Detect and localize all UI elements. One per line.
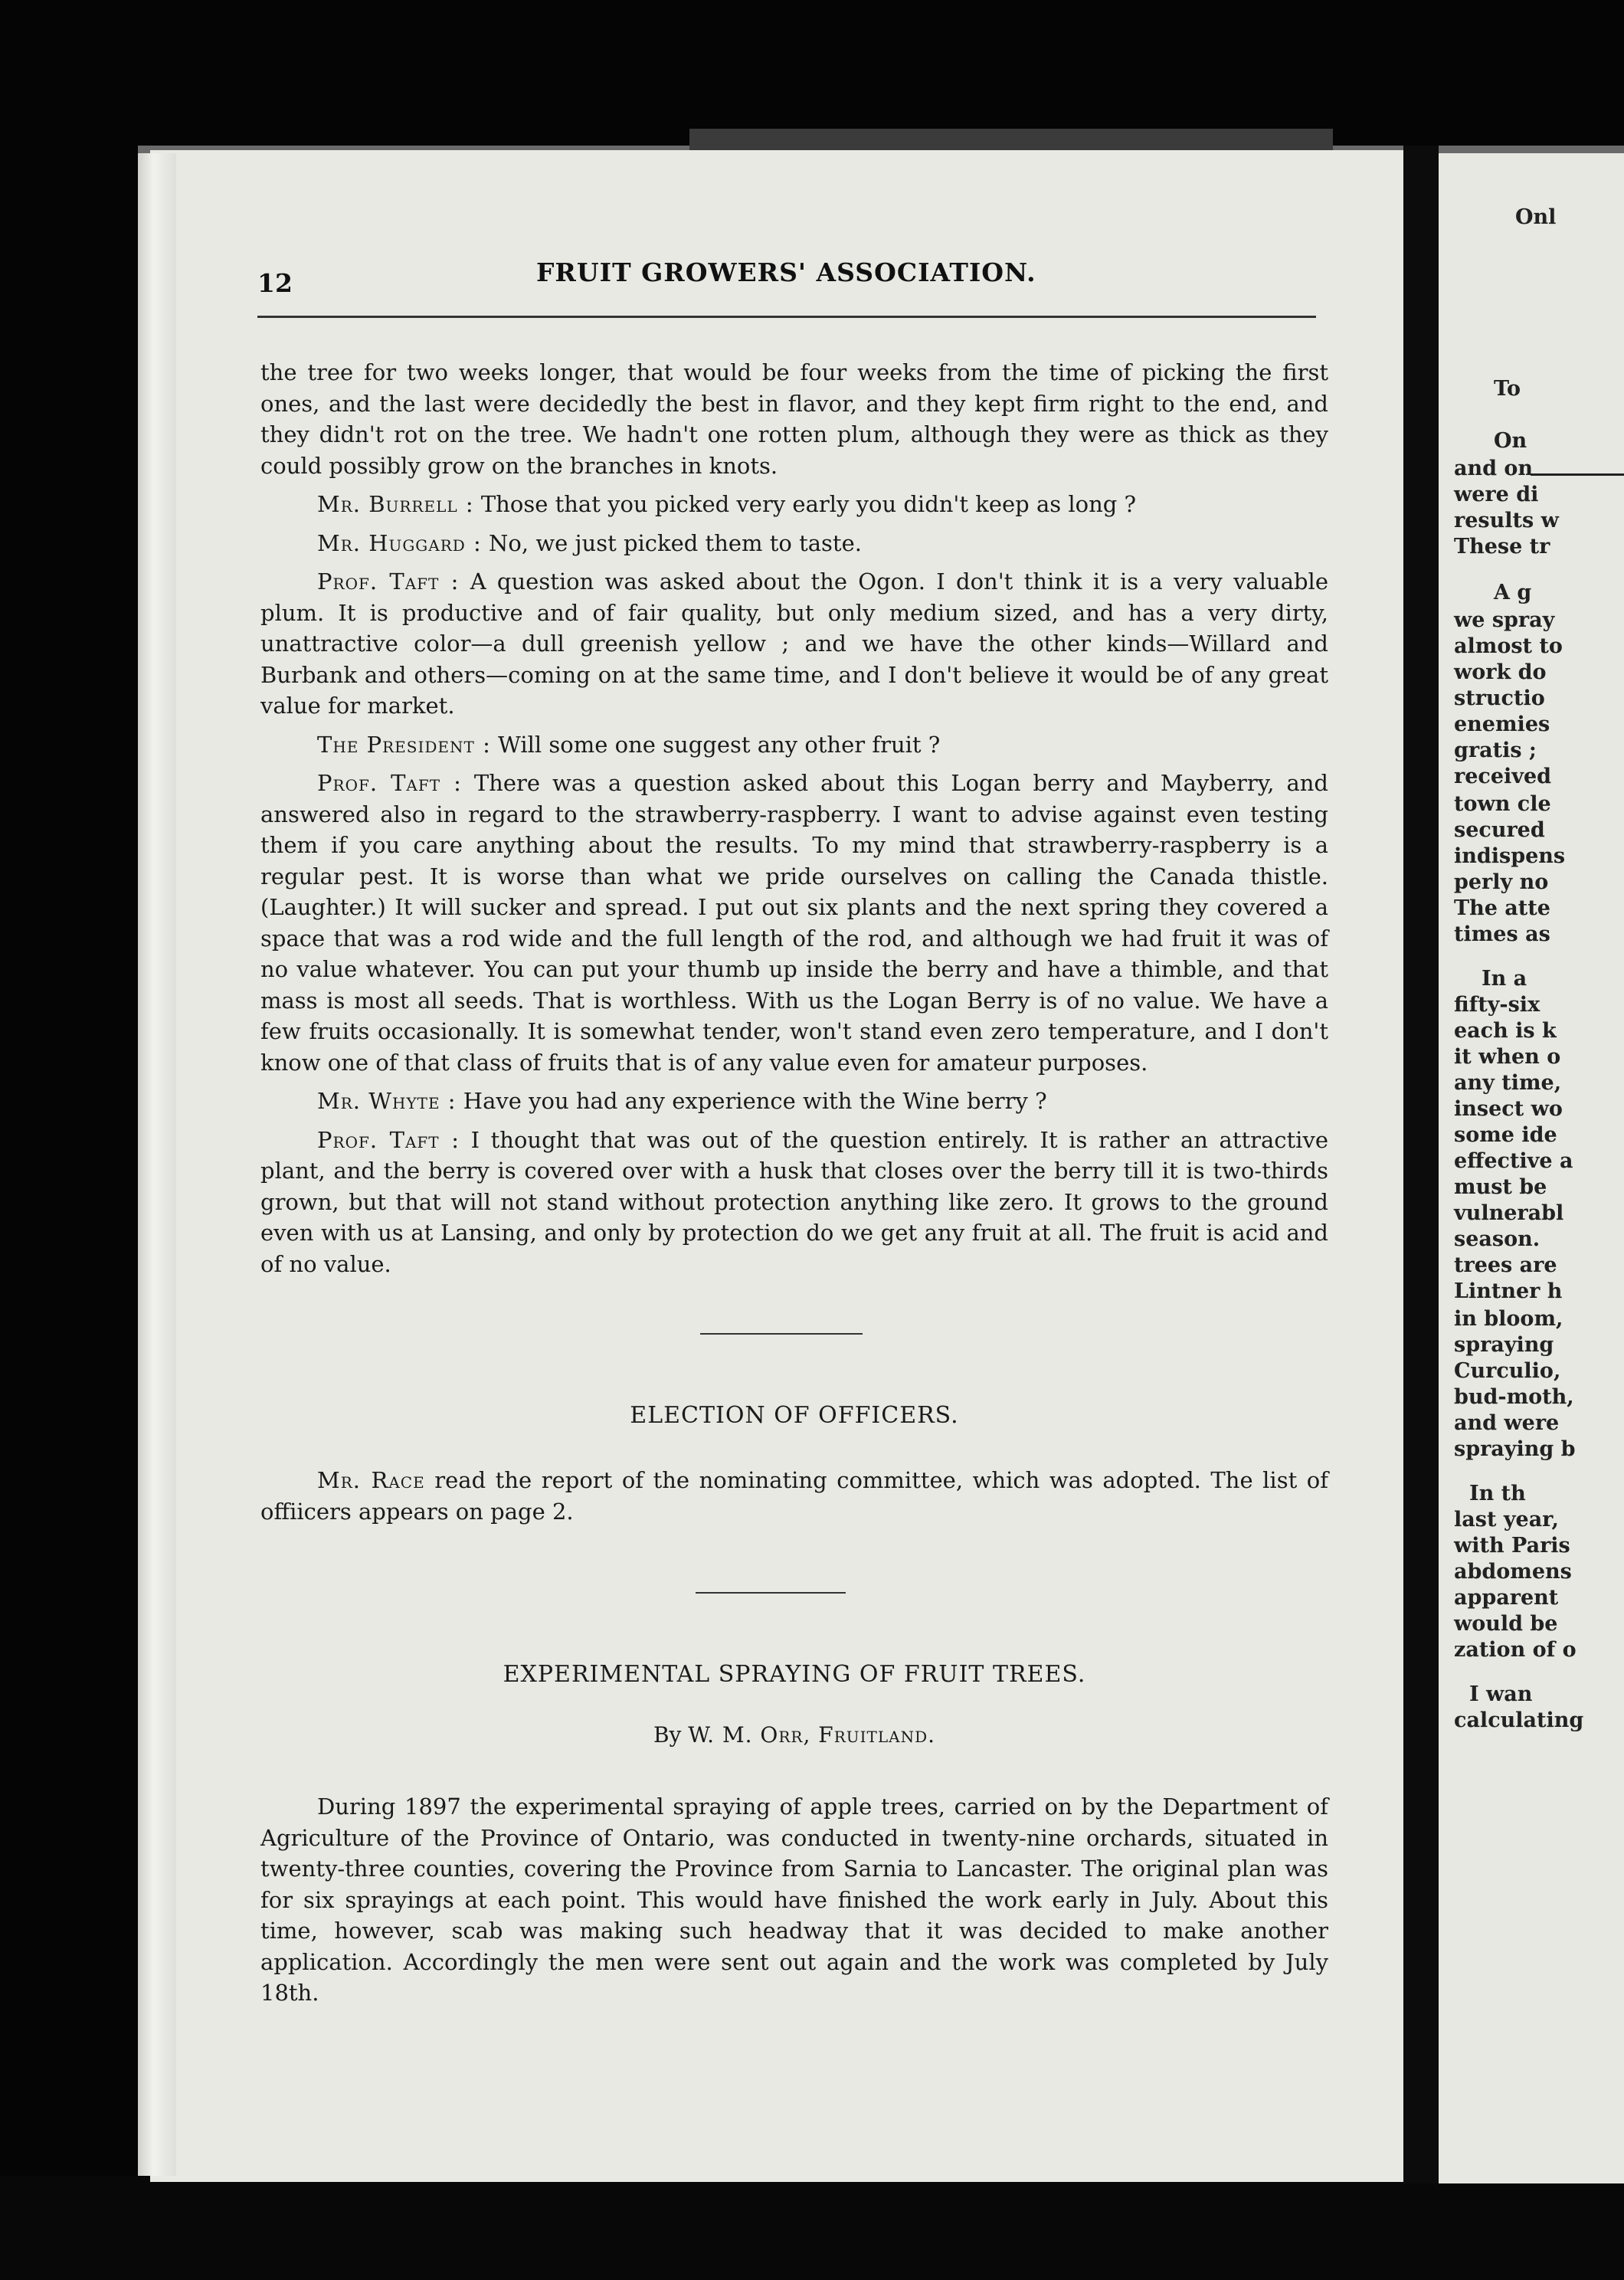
byline: By W. M. Orr, Fruitland. (653, 1722, 936, 1748)
right-page-line: Lintner h (1454, 1279, 1563, 1303)
scan-border-top (0, 0, 1624, 146)
paragraph: Prof. Taft : I thought that was out of the question entirely. It is rather an attractive plant, and the berry is covered over with a husk that closes over the berry till it is two-thirds grown, but that will not stand without protection anything like zero. It grows to the ground even with us at Lansing, and only by protection do we get any fruit at all. The fruit is acid and of no value. (260, 1126, 1328, 1277)
paragraph: Mr. Whyte : Have you had any experience with the Wine berry ? (317, 1088, 1047, 1114)
right-page-line: In th (1469, 1482, 1526, 1505)
right-page-line: would be (1454, 1612, 1558, 1636)
page-edge (138, 153, 176, 2176)
election-heading: ELECTION OF OFFICERS. (630, 1402, 959, 1429)
right-page-line: effective a (1454, 1149, 1573, 1173)
right-page-line: perly no (1454, 870, 1549, 894)
scan-border-left (0, 0, 138, 2280)
right-page-line: we spray (1454, 608, 1555, 632)
right-page-line: any time, (1454, 1071, 1562, 1095)
right-page-line: last year, (1454, 1508, 1559, 1531)
speaker: Mr. Race (317, 1467, 425, 1493)
book-gutter (1403, 146, 1439, 2183)
paragraph: Mr. Race read the report of the nominating committee, which was adopted. The list of offiicers appears on page 2. (260, 1467, 1328, 1525)
right-page-line: must be (1454, 1175, 1547, 1199)
speaker: Prof. Taft : (317, 568, 460, 595)
right-page-line: insect wo (1454, 1097, 1563, 1121)
right-page-line: A g (1494, 581, 1532, 604)
right-page-line: Onl (1515, 205, 1557, 229)
spraying-text (260, 1791, 1328, 2016)
right-page-line: In a (1482, 967, 1527, 991)
right-page-line: and on (1454, 457, 1534, 480)
right-page-line: with Paris (1454, 1534, 1570, 1558)
right-page-line: Curculio, (1454, 1359, 1561, 1383)
right-page-line: in bloom, (1454, 1307, 1563, 1331)
right-page-line: On (1494, 429, 1527, 453)
right-page-line: fifty-six (1454, 993, 1541, 1017)
discussion-text (260, 357, 1328, 1287)
paragraph: The President : Will some one suggest any other fruit ? (317, 731, 941, 758)
right-page-line: town cle (1454, 792, 1551, 816)
paragraph: Prof. Taft : A question was asked about the Ogon. I don't think it is a very valuable plum. It is productive and of fair quality, but only medium sized, and has a very dirty, unattractive color—a dull greenish yellow ; and we have the other kinds—Willard and Burbank and others—coming on at the same time, and I don't believe it would be of any great value for market. (260, 568, 1328, 719)
running-title: FRUIT GROWERS' ASSOCIATION. (536, 257, 1036, 287)
page-shadow (689, 129, 1333, 152)
author: W. M. Orr, Fruitland. (688, 1722, 936, 1748)
right-page-line: vulnerabl (1454, 1201, 1564, 1225)
right-page-line: gratis ; (1454, 739, 1537, 762)
right-page-line: The atte (1454, 896, 1550, 920)
right-page-line: trees are (1454, 1253, 1557, 1277)
right-page-line: almost to (1454, 634, 1563, 658)
right-page-line: apparent (1454, 1586, 1559, 1610)
page-number: 12 (257, 268, 293, 298)
speaker: The President : (317, 731, 491, 758)
right-page-line: structio (1454, 686, 1545, 710)
header-rule (257, 316, 1316, 318)
right-page-line: some ide (1454, 1123, 1557, 1147)
right-page-line: bud-moth, (1454, 1385, 1574, 1409)
section-rule (696, 1592, 846, 1594)
right-page-line: results w (1454, 509, 1559, 532)
right-page-header-rule (1531, 473, 1624, 476)
right-page-line: and were (1454, 1411, 1560, 1435)
right-page-line: These tr (1454, 535, 1550, 559)
right-page-line: To (1494, 377, 1521, 401)
right-page-line: secured (1454, 818, 1545, 842)
paragraph: During 1897 the experimental spraying of apple trees, carried on by the Department of Agriculture of the Province of Ontario, was conducted in twenty-nine orchards, situated in twenty-three counties, covering the Province from Sarnia to Lancaster. The original plan was for six sprayings at each point. This would have finished the work early in July. About this time, however, scab was making such headway that it was decided to make another application. Accordingly the men were sent out again and the work was completed by July 18th. (260, 1794, 1328, 2006)
paragraph: Mr. Huggard : No, we just picked them to taste. (317, 529, 862, 556)
right-page-line: spraying (1454, 1333, 1554, 1357)
right-page-line: times as (1454, 922, 1550, 946)
speaker: Mr. Whyte : (317, 1088, 457, 1114)
paragraph: Mr. Burrell : Those that you picked very early you didn't keep as long ? (317, 491, 1137, 517)
right-page-line: each is k (1454, 1019, 1557, 1043)
speaker: Mr. Burrell : (317, 491, 474, 517)
right-page-line: abdomens (1454, 1560, 1572, 1584)
right-page-line: were di (1454, 483, 1539, 506)
right-page-line: spraying b (1454, 1437, 1576, 1461)
right-page-line: season. (1454, 1227, 1541, 1251)
scan-border-bottom (0, 2176, 1624, 2280)
right-page-line: I wan (1469, 1682, 1533, 1706)
right-page-line: enemies (1454, 712, 1550, 736)
speaker: Prof. Taft : (317, 1126, 460, 1153)
right-page-line: it when o (1454, 1045, 1561, 1069)
right-page-line: zation of o (1454, 1638, 1577, 1662)
speaker: Prof. Taft : (317, 770, 462, 796)
paragraph: Prof. Taft : There was a question asked about this Logan berry and Mayberry, and answered also in regard to the strawberry-raspberry. I want to advise against even testing them if you care anything about the results. To my mind that strawberry-raspberry is a regular pest. It is worse than what we pride ourselves on calling the Canada thistle. (Laughter.) It will sucker and spread. I put out six plants and the next spring they covered a space that was a rod wide and the full length of the rod, and although we had fruit it was of no value whatever. You can put your thumb up inside the berry and have a thimble, and that mass is most all seeds. That is worthless. With us the Logan Berry is of no value. We have a few fruits occasionally. It is somewhat tender, won't stand even zero temperature, and I don't know one of that class of fruits that is of any value even for amateur purposes. (260, 770, 1328, 1076)
section-rule (700, 1333, 863, 1335)
right-page-line: indispens (1454, 844, 1566, 868)
right-page (1439, 153, 1624, 2183)
right-page-line: calculating (1454, 1708, 1584, 1732)
right-page-line: received (1454, 765, 1552, 788)
right-page-line: work do (1454, 660, 1547, 684)
speaker: Mr. Huggard : (317, 529, 482, 556)
paragraph: the tree for two weeks longer, that would be four weeks from the time of picking the first ones, and the last were decidedly the best in flavor, and they kept firm right to the end, and they didn't rot on the tree. We hadn't one rotten plum, although they were as thick as they could possibly grow on the branches in knots. (260, 359, 1328, 479)
spraying-heading: EXPERIMENTAL SPRAYING OF FRUIT TREES. (503, 1661, 1086, 1688)
election-text (260, 1465, 1328, 1535)
